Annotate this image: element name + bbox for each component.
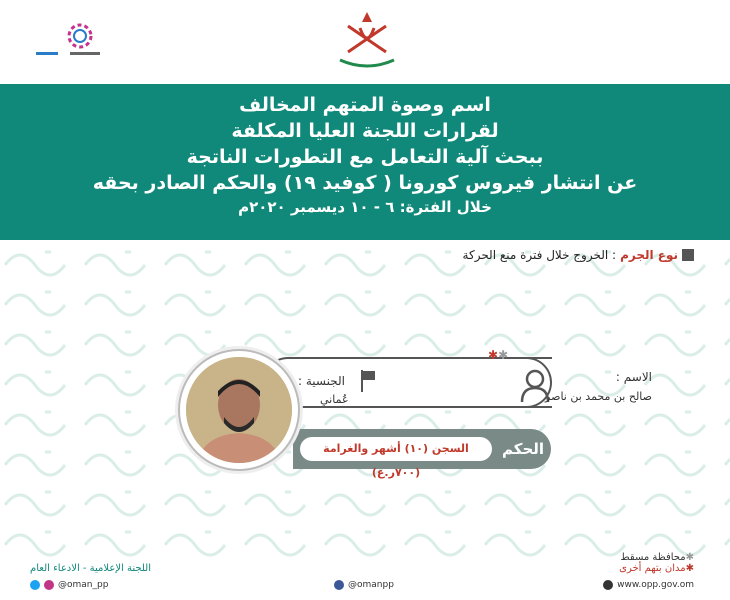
marker-asterisks: ✱✱ (488, 348, 509, 362)
website-url: www.opp.gov.om (617, 580, 694, 590)
crime-type-value: : الخروج خلال فترة منع الحركة (462, 248, 617, 262)
facebook-icon (334, 580, 344, 590)
footer-committee: اللجنة الإعلامية - الادعاء العام (30, 563, 151, 574)
nationality-label: الجنسية : (298, 374, 345, 388)
verdict-value: السجن (١٠) أشهر والغرامة (٧٠٠ر.ع) (300, 437, 492, 461)
crime-bullet-icon (682, 249, 694, 261)
crime-type-row (463, 248, 694, 262)
footer-social-left[interactable] (30, 580, 108, 590)
instagram-icon (44, 580, 54, 590)
banner-line-1: اسم وصوة المتهم المخالف (239, 94, 491, 116)
twitter-icon (30, 580, 40, 590)
person-silhouette-icon (186, 357, 292, 463)
title-banner (0, 84, 730, 240)
legend-muscat: محافظة مسقط (620, 552, 686, 563)
crime-type-label: نوع الجرم (620, 248, 678, 262)
verdict-label: الحكم (501, 440, 545, 458)
social-handle-mid: @omanpp (348, 580, 394, 590)
vision-logo-icon (30, 22, 108, 62)
name-value: صالح بن محمد بن ناصر (545, 390, 652, 403)
banner-line-3: ببحث آلية التعامل مع التطورات الناتجة (186, 146, 544, 168)
banner-period: خلال الفترة: ٦ - ١٠ ديسمبر ٢٠٢٠م (238, 198, 492, 216)
accused-photo (186, 357, 292, 463)
nationality-value: عُماني (320, 393, 349, 406)
top-bar (0, 0, 730, 84)
social-handle-left: @oman_pp (58, 580, 109, 590)
legend-other-charges: مدان بتهم أخرى (619, 563, 686, 574)
flag-icon (360, 370, 376, 392)
footer-legend: ✱محافظة مسقط ✱مدان بتهم أخرى (619, 552, 694, 574)
photo-frame (178, 349, 300, 471)
footer-social-mid[interactable] (334, 580, 394, 590)
footer-website[interactable] (603, 580, 694, 590)
globe-icon (603, 580, 613, 590)
banner-line-4: عن انتشار فيروس كورونا ( كوفيد ١٩) والحكم الصادر بحقه (92, 172, 638, 194)
name-label: الاسم : (615, 370, 652, 384)
banner-line-2: لقرارات اللجنة العليا المكلفة (231, 120, 499, 142)
oman-emblem-icon (334, 8, 400, 76)
